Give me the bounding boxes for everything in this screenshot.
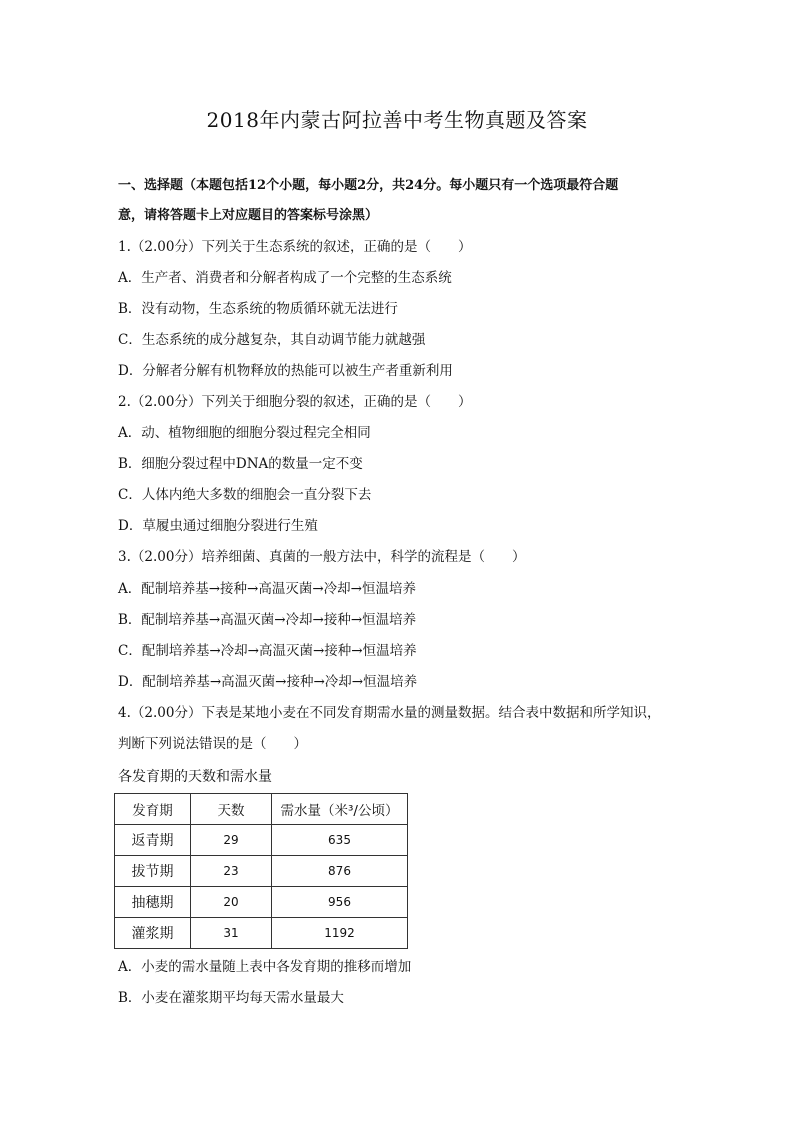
- section-heading-line-2: 意，请将答题卡上对应题目的答案标号涂黑）: [118, 208, 379, 223]
- question-1-option-b: B．没有动物，生态系统的物质循环就无法进行: [118, 301, 398, 317]
- question-2-option-a: A．动、植物细胞的细胞分裂过程完全相同: [118, 425, 371, 441]
- table-cell-days: 20: [191, 887, 272, 918]
- table-cell-stage: 拔节期: [115, 856, 191, 887]
- question-2-stem: 2.（2.00分）下列关于细胞分裂的叙述，正确的是（ ）: [118, 394, 472, 410]
- question-1-option-d: D．分解者分解有机物释放的热能可以被生产者重新利用: [118, 363, 453, 379]
- question-3-option-a: A．配制培养基→接种→高温灭菌→冷却→恒温培养: [118, 581, 416, 597]
- table-cell-stage: 返青期: [115, 825, 191, 856]
- table-cell-days: 31: [191, 918, 272, 949]
- question-1-option-c: C．生态系统的成分越复杂，其自动调节能力就越强: [118, 332, 426, 348]
- table-cell-days: 29: [191, 825, 272, 856]
- table-header-cell: 发育期: [115, 794, 191, 825]
- question-3-option-b: B．配制培养基→高温灭菌→冷却→接种→恒温培养: [118, 612, 417, 628]
- table-cell-water: 956: [272, 887, 408, 918]
- question-3-stem: 3.（2.00分）培养细菌、真菌的一般方法中，科学的流程是（ ）: [118, 549, 526, 565]
- table-header-cell: 需水量（米³/公顷）: [272, 794, 408, 825]
- question-2-option-c: C．人体内绝大多数的细胞会一直分裂下去: [118, 487, 372, 503]
- table-cell-water: 635: [272, 825, 408, 856]
- table-caption: 各发育期的天数和需水量: [118, 769, 272, 785]
- question-3-option-d: D．配制培养基→高温灭菌→接种→冷却→恒温培养: [118, 674, 418, 690]
- question-4-option-b: B．小麦在灌浆期平均每天需水量最大: [118, 990, 344, 1006]
- table-header-cell: 天数: [191, 794, 272, 825]
- table-cell-water: 1192: [272, 918, 408, 949]
- table-row: [115, 918, 408, 949]
- question-4-option-a: A．小麦的需水量随上表中各发育期的推移而增加: [118, 959, 412, 975]
- table-header-row: [115, 794, 408, 825]
- table-row: [115, 856, 408, 887]
- table-cell-days: 23: [191, 856, 272, 887]
- table-cell-water: 876: [272, 856, 408, 887]
- table-row: [115, 887, 408, 918]
- question-4-stem-line-2: 判断下列说法错误的是（ ）: [118, 736, 307, 752]
- page-title: 2018年内蒙古阿拉善中考生物真题及答案: [206, 108, 588, 132]
- question-4-stem-line-1: 4.（2.00分）下表是某地小麦在不同发育期需水量的测量数据。结合表中数据和所学知识，: [118, 705, 661, 721]
- section-heading-line-1: 一、选择题（本题包括12个小题，每小题2分，共24分。每小题只有一个选项最符合题: [118, 178, 619, 193]
- table-cell-stage: 灌浆期: [115, 918, 191, 949]
- question-1-option-a: A．生产者、消费者和分解者构成了一个完整的生态系统: [118, 270, 452, 286]
- question-1-stem: 1.（2.00分）下列关于生态系统的叙述，正确的是（ ）: [118, 239, 472, 255]
- question-2-option-d: D．草履虫通过细胞分裂进行生殖: [118, 518, 318, 534]
- question-3-option-c: C．配制培养基→冷却→高温灭菌→接种→恒温培养: [118, 643, 417, 659]
- table-cell-stage: 抽穗期: [115, 887, 191, 918]
- question-2-option-b: B．细胞分裂过程中DNA的数量一定不变: [118, 456, 363, 472]
- growth-stage-table: [114, 793, 408, 949]
- table-row: [115, 825, 408, 856]
